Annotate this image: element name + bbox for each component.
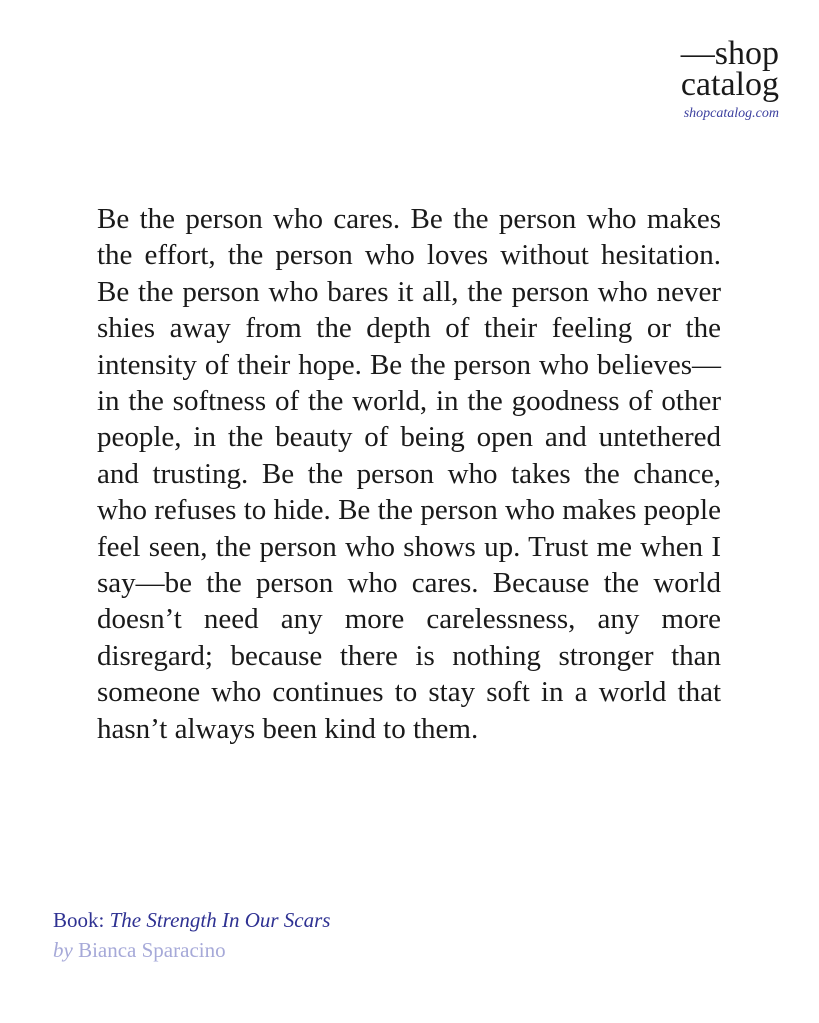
book-title: The Strength In Our Scars	[109, 908, 331, 932]
brand-name-line2: catalog	[680, 66, 779, 103]
book-label: Book:	[53, 908, 105, 932]
author-line	[53, 935, 330, 965]
brand-logo	[680, 35, 779, 122]
brand-url: shopcatalog.com	[683, 106, 779, 121]
book-line	[53, 905, 330, 935]
quote-text: Be the person who cares. Be the person who makes the effort, the person who loves without hesitation. Be the person who bares it all, the person who never shies away from the depth of their feeling or the intensity of their hope. Be the person who believes—in the softness of the world, in the goodness of other people, in the beauty of being open and untethered and trusting. Be the person who takes the chance, who refuses to hide. Be the person who makes people feel seen, the person who shows up. Trust me when I say—be the person who cares. Because the world doesn’t need any more carelessness, any more disregard; because there is nothing stronger than someone who continues to stay soft in a world that hasn’t always been kind to them.	[97, 203, 721, 745]
author-name: Bianca Sparacino	[78, 938, 226, 962]
brand-name-line1: —shop	[680, 35, 779, 72]
by-label: by	[53, 938, 73, 962]
source-credit	[53, 905, 330, 965]
